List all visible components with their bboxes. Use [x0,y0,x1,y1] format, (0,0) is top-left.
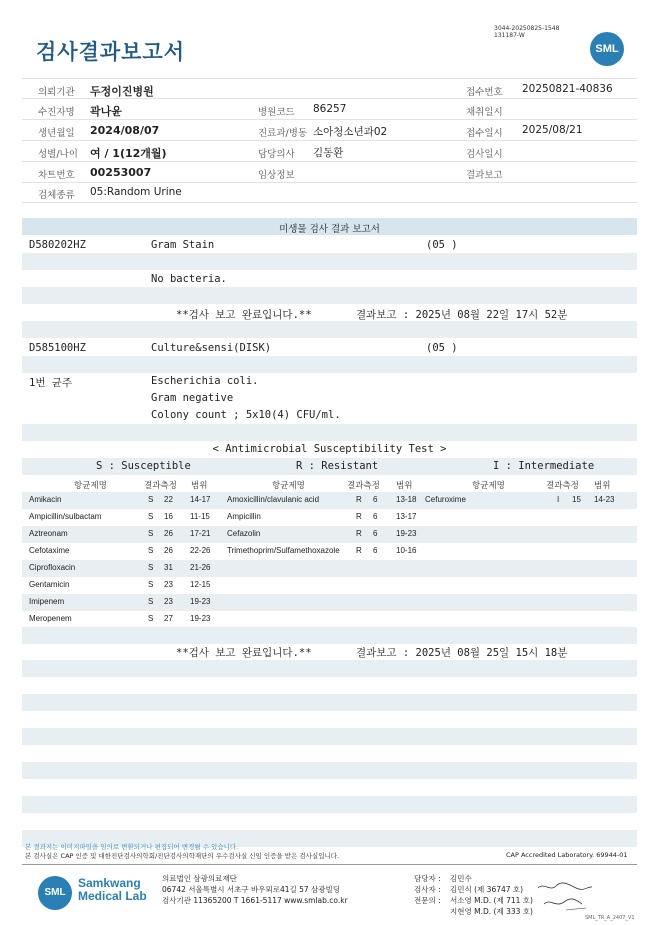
test2-name: Culture&sensi(DISK) [151,342,272,354]
band [22,762,637,779]
ast-drug: Cefazolin [227,529,261,538]
ast-header-result: 결과측정 [347,481,380,491]
ast-title: < Antimicrobial Susceptibility Test > [212,443,447,455]
legend-intermediate: I : Intermediate [493,460,595,472]
specialist-2: 지현영 M.D. (제 333 호) [450,907,533,916]
ast-range: 19-23 [190,614,211,623]
page-title: 검사결과보고서 [36,40,186,64]
ast-range: 11-15 [190,512,210,521]
ast-drug: Aztreonam [29,529,68,538]
specimen-label: 검체종류 [38,190,75,201]
ast-range: 13-18 [396,495,417,504]
ast-drug: Amoxicillin/clavulanic acid [227,495,320,504]
test-date-label: 검사일시 [466,149,503,160]
receipt-date-label: 접수일시 [466,128,503,139]
ast-header-drug: 항균제명 [272,481,305,491]
hospital-label: 의뢰기관 [38,87,75,98]
ast-header-range: 범위 [191,481,208,491]
footer-note-2: 본 검사실은 CAP 인증 및 대한진단검사의학회/진단검사의학재단의 우수검사실 신임 인증을 받은 검사실입니다. [25,852,340,860]
chart-label: 차트번호 [38,170,75,181]
test1-name: Gram Stain [151,239,215,251]
ast-drug: Imipenem [29,597,65,606]
ast-range: 19-23 [396,529,417,538]
ast-range: 12-15 [190,580,211,589]
ast-value: 16 [164,512,173,521]
ast-header-result: 결과측정 [546,481,579,491]
ast-drug: Cefuroxime [425,495,466,504]
band [22,287,637,304]
complete-message-2: **검사 보고 완료입니다.** [176,647,312,659]
band [22,728,637,745]
ast-range: 14-17 [190,495,211,504]
band [22,627,637,644]
ast-result: R [356,512,362,521]
ast-drug: Ciprofloxacin [29,563,76,572]
dept-value: 소아청소년과02 [313,126,388,138]
ast-drug: Ampicillin/sulbactam [29,512,102,521]
tester-value: 김민식 (제 36747 호) [450,885,524,894]
receipt-no-label: 접수번호 [466,87,503,98]
band [22,424,637,441]
ast-value: 6 [373,529,378,538]
chart-value: 00253007 [90,166,152,179]
test1-specimen: (05 ) [426,239,458,251]
specialist-1: 서소영 M.D. (제 711 호) [450,896,533,905]
birth-label: 생년월일 [38,128,75,139]
sex-age-label: 성별/나이 [38,149,78,160]
dept-label: 진료과/병동 [258,128,308,139]
section-title: 미생물 검사 결과 보고서 [279,224,380,235]
staff-label: 담당자 : [414,874,441,883]
ast-value: 26 [164,529,173,538]
ast-range: 10-16 [396,546,417,555]
doctor-value: 김동환 [313,147,344,159]
legend-susceptible: S : Susceptible [96,460,191,472]
ast-value: 6 [373,546,378,555]
specimen-value: 05:Random Urine [90,186,182,198]
ast-header-range: 범위 [594,481,611,491]
specialist-label: 전문의 : [414,896,441,905]
patient-value: 곽나윤 [90,105,122,118]
ast-drug: Cefotaxime [29,546,70,555]
ast-range: 13-17 [396,512,417,521]
colony-count: Colony count ; 5x10(4) CFU/ml. [151,409,341,421]
org-address: 06742 서울특별시 서초구 바우뫼로41길 57 삼광빌딩 [162,885,341,894]
ast-range: 14-23 [594,495,615,504]
form-code: SML_TR_A_2407_V1 [585,915,635,921]
ast-result: S [148,529,154,538]
band [22,253,637,270]
hosp-code-value: 86257 [313,103,347,115]
band [22,560,637,577]
tester-label: 검사자 : [414,885,441,894]
ast-value: 6 [373,495,378,504]
hosp-code-label: 병원코드 [258,107,295,118]
ast-result: S [148,512,154,521]
ast-result: S [148,495,154,504]
patient-label: 수진자명 [38,107,75,118]
ast-drug: Ampicillin [227,512,261,521]
test2-code: D585100HZ [29,342,86,354]
band [22,492,637,509]
receipt-date-value: 2025/08/21 [522,124,583,136]
report-label: 결과보고 [466,170,503,181]
ast-range: 22-26 [190,546,211,555]
ast-drug: Trimethoprim/Sulfamethoxazole [227,546,340,555]
ast-value: 22 [164,495,173,504]
test1-result: No bacteria. [151,273,227,285]
ast-value: 23 [164,597,173,606]
ast-result: S [148,546,154,555]
ast-result: S [148,614,154,623]
ast-value: 15 [572,495,581,504]
band [22,694,637,711]
ast-drug: Meropenem [29,614,72,623]
ast-range: 19-23 [190,597,211,606]
hospital-value: 두정이진병원 [90,85,154,98]
cap-accreditation: CAP Accredited Laboratory. 69944-01 [506,851,628,859]
test1-code: D580202HZ [29,239,86,251]
ast-drug: Amikacin [29,495,62,504]
ast-header-result: 결과측정 [144,481,177,491]
brand-name: Samkwang Medical Lab [78,876,147,903]
ast-range: 21-26 [190,563,211,572]
ast-value: 23 [164,580,173,589]
ast-result: R [356,495,362,504]
ast-drug: Gentamicin [29,580,70,589]
ast-value: 6 [373,512,378,521]
ast-range: 17-21 [190,529,211,538]
ast-result: R [356,546,362,555]
footer-sml-logo: SML [38,876,72,910]
ast-value: 31 [164,563,173,572]
collect-date-label: 채취일시 [466,107,503,118]
band [22,660,637,677]
report-time-2: 결과보고 : 2025년 08월 25일 15시 18분 [356,647,568,659]
ast-result: S [148,580,154,589]
birth-value: 2024/08/07 [90,124,160,137]
org-name: 의료법인 삼광의료재단 [162,874,237,883]
ast-result: R [356,529,362,538]
footer-note-1: 본 결과지는 이미지파일을 임의로 변환되거나 편집되어 변경될 수 있습니다. [25,843,239,851]
sex-age-value: 여 / 1(12개월) [90,147,167,160]
ast-result: S [148,597,154,606]
ast-value: 26 [164,546,173,555]
test2-specimen: (05 ) [426,342,458,354]
staff-value: 김민수 [450,874,472,883]
ast-header-drug: 항균제명 [472,481,505,491]
ast-result: I [557,495,560,504]
ast-header-drug: 항균제명 [74,481,107,491]
receipt-no-value: 20250821-40836 [522,83,613,95]
colony-label: 1번 균주 [29,377,73,389]
sml-logo: SML [590,32,624,66]
complete-message-1: **검사 보고 완료입니다.** [176,309,312,321]
org-contact: 검사기관 11365200 T 1661-5117 www.smlab.co.kr [162,896,348,905]
organism: Escherichia coli. [151,375,259,387]
document-id: 3044-20250825-1548 131187-W [494,25,560,39]
gram-type: Gram negative [151,392,234,404]
signature-image [536,880,596,914]
band [22,594,637,611]
ast-value: 27 [164,614,173,623]
legend-resistant: R : Resistant [296,460,379,472]
report-time-1: 결과보고 : 2025년 08월 22일 17시 52분 [356,309,568,321]
band [22,526,637,543]
ast-header-range: 범위 [396,481,413,491]
band [22,321,637,338]
ast-result: S [148,563,154,572]
clinical-label: 임상정보 [258,170,295,181]
footer-divider [22,864,637,865]
band [22,356,637,373]
band [22,796,637,813]
doctor-label: 담당의사 [258,149,295,160]
